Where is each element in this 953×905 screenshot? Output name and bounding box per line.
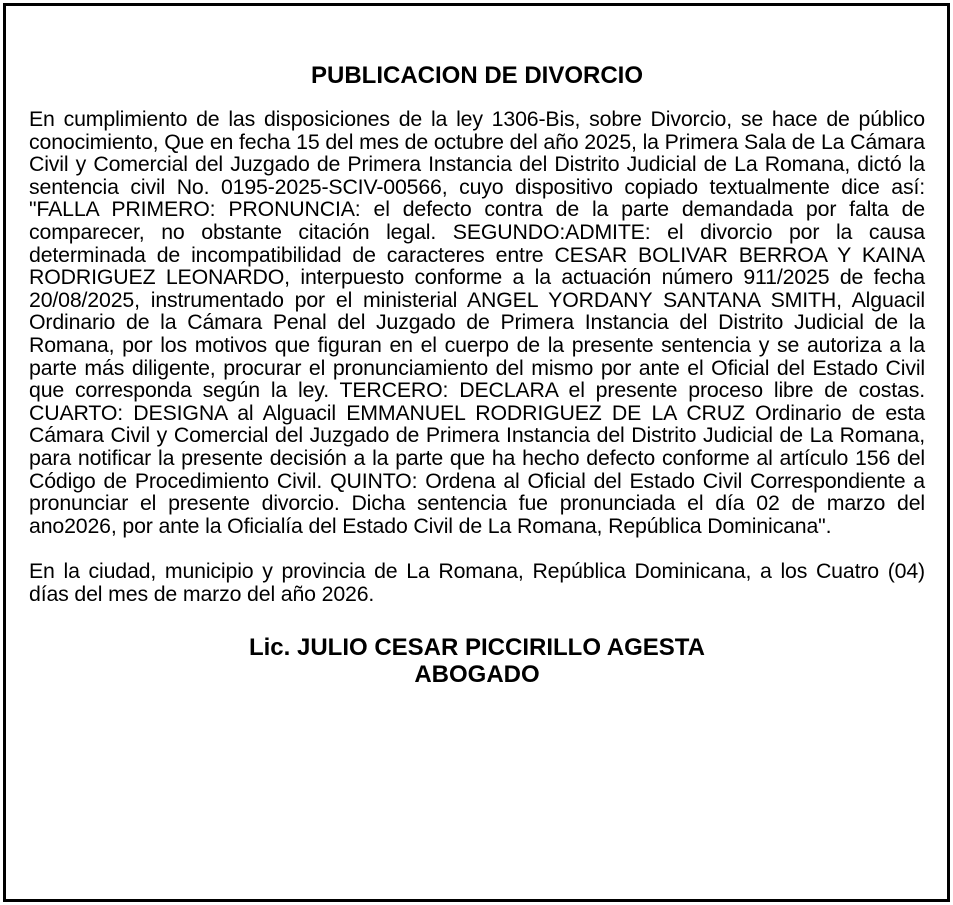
notice-frame [3, 3, 950, 902]
signer-name: Lic. JULIO CESAR PICCIRILLO AGESTA [248, 634, 706, 662]
notice-closing: En la ciudad, municipio y provincia de La Romana, República Dominicana, a los Cuatro (04) días del mes de marzo del año 2026. [29, 559, 925, 606]
notice-content [29, 58, 925, 688]
signer-title: ABOGADO [414, 661, 540, 689]
notice-body: En cumplimiento de las disposiciones de la ley 1306-Bis, sobre Divorcio, se hace de público conocimiento, Que en fecha 15 del mes de octubre del año 2025, la Primera Sala de La Cámara Civil y Comercial del Juzgado de Primera Instancia del Distrito Judicial de La Romana, dictó la sentencia civil No. 0195-2025-SCIV-00566, cuyo dispositivo copiado textualmente dice así: "FALLA PRIMERO: PRONUNCIA: el defecto contra de la parte demandada por falta de comparecer, no obstante citación legal. SEGUNDO:ADMITE: el divorcio por la causa determinada de incompatibilidad de caracteres entre CESAR BOLIVAR BERROA Y KAINA RODRIGUEZ LEONARDO, interpuesto conforme a la actuación número 911/2025 de fecha 20/08/2025, instrumentado por el ministerial ANGEL YORDANY SANTANA SMITH, Alguacil Ordinario de la Cámara Penal del Juzgado de Primera Instancia del Distrito Judicial de la Romana, por los motivos que figuran en el cuerpo de la presente sentencia y se autoriza a la parte más diligente, procurar el pronunciamiento del mismo por ante el Oficial del Estado Civil que corresponda según la ley. TERCERO: DECLARA el presente proceso libre de costas. CUARTO: DESIGNA al Alguacil EMMANUEL RODRIGUEZ DE LA CRUZ Ordinario de esta Cámara Civil y Comercial del Juzgado de Primera Instancia del Distrito Judicial de La Romana, para notificar la presente decisión a la parte que ha hecho defecto conforme al artículo 156 del Código de Procedimiento Civil. QUINTO: Ordena al Oficial del Estado Civil Correspondiente a pronunciar el presente divorcio. Dicha sentencia fue pronunciada el día 02 de marzo del ano2026, por ante la Oficialía del Estado Civil de La Romana, República Dominicana". [29, 107, 925, 538]
notice-title: PUBLICACION DE DIVORCIO [310, 62, 643, 89]
signature-block [29, 634, 925, 688]
